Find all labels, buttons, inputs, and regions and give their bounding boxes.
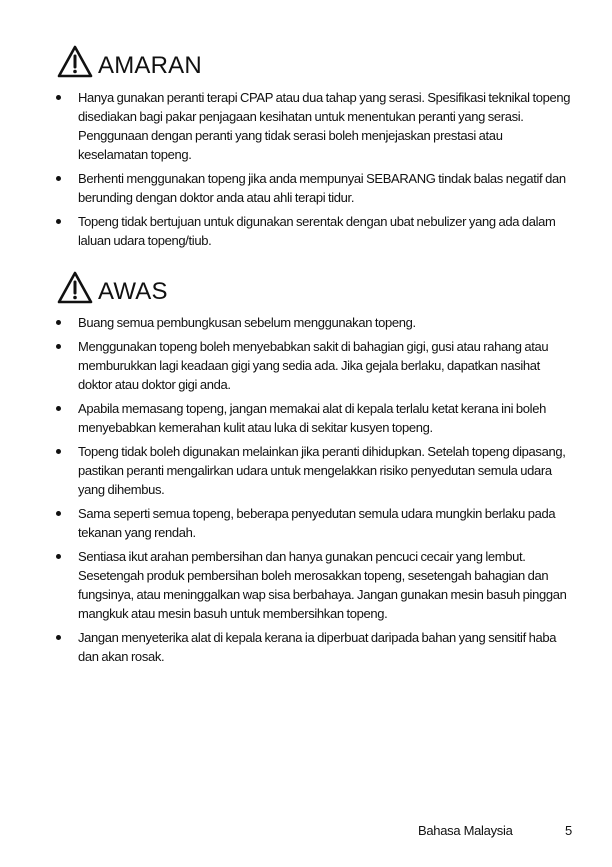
list-item [0, 169, 573, 207]
bullet-icon [56, 554, 61, 559]
page-footer [0, 821, 612, 841]
warning-item-text: Hanya gunakan peranti terapi CPAP atau dua tahap yang serasi. Spesifikasi teknikal topeng disediakan bagi pakar penjagaan kesihatan untuk menentukan peranti yang serasi. Penggunaan dengan peranti yang tidak serasi boleh menjejaskan prestasi atau keselamatan topeng. [78, 90, 571, 162]
list-item [0, 628, 573, 666]
caution-item-text: Sentiasa ikut arahan pembersihan dan hanya gunakan pencuci cecair yang lembut. Sesetengah produk pembersihan boleh merosakkan topeng, sesetengah bahagian dan fungsinya, atau meninggalkan wap sisa berbahaya. Jangan gunakan mesin basuh pinggan mangkuk atau mesin basuh untuk membersihkan topeng. [78, 549, 567, 621]
bullet-icon [56, 95, 61, 100]
caution-heading [57, 264, 168, 304]
warning-triangle-icon [57, 45, 93, 78]
bullet-icon [56, 511, 61, 516]
warning-heading [57, 38, 202, 78]
bullet-icon [56, 406, 61, 411]
caution-item-text: Topeng tidak boleh digunakan melainkan jika peranti dihidupkan. Setelah topeng dipasang, pastikan peranti mengalirkan udara untuk mengelakkan risiko penyedutan semula udara yang dihembus. [78, 444, 566, 497]
caution-item-text: Jangan menyeterika alat di kepala kerana ia diperbuat daripada bahan yang sensitif haba dan akan rosak. [78, 630, 557, 664]
list-item [0, 212, 573, 250]
warning-item-text: Topeng tidak bertujuan untuk digunakan serentak dengan ubat nebulizer yang ada dalam laluan udara topeng/tiub. [78, 214, 556, 248]
list-item [0, 442, 573, 499]
caution-title: AWAS [98, 278, 168, 305]
bullet-icon [56, 635, 61, 640]
caution-item-text: Sama seperti semua topeng, beberapa penyedutan semula udara mungkin berlaku pada tekanan yang rendah. [78, 506, 556, 540]
bullet-icon [56, 219, 61, 224]
page-number: 5 [565, 823, 573, 838]
warning-list [0, 88, 612, 250]
warning-title: AMARAN [98, 52, 202, 79]
bullet-icon [56, 449, 61, 454]
list-item [0, 399, 573, 437]
footer-section-label: Bahasa Malaysia [418, 823, 513, 838]
warning-item-text: Berhenti menggunakan topeng jika anda mempunyai SEBARANG tindak balas negatif dan berunding dengan doktor anda atau ahli terapi tidur. [78, 171, 566, 205]
caution-item-text: Apabila memasang topeng, jangan memakai alat di kepala terlalu ketat kerana ini boleh menyebabkan kemerahan kulit atau luka di sekitar kusyen topeng. [78, 401, 546, 435]
list-item [0, 547, 573, 623]
caution-item-text: Menggunakan topeng boleh menyebabkan sakit di bahagian gigi, gusi atau rahang atau memburukkan lagi keadaan gigi yang sedia ada. Jika gejala berlaku, dapatkan nasihat doktor atau doktor gigi anda. [78, 339, 549, 392]
bullet-icon [56, 344, 61, 349]
caution-item-text: Buang semua pembungkusan sebelum menggunakan topeng. [78, 315, 416, 330]
list-item [0, 88, 573, 164]
list-item [0, 337, 573, 394]
warning-triangle-icon [57, 271, 93, 304]
list-item [0, 313, 573, 332]
bullet-icon [56, 320, 61, 325]
list-item [0, 504, 573, 542]
caution-list [0, 313, 612, 666]
bullet-icon [56, 176, 61, 181]
